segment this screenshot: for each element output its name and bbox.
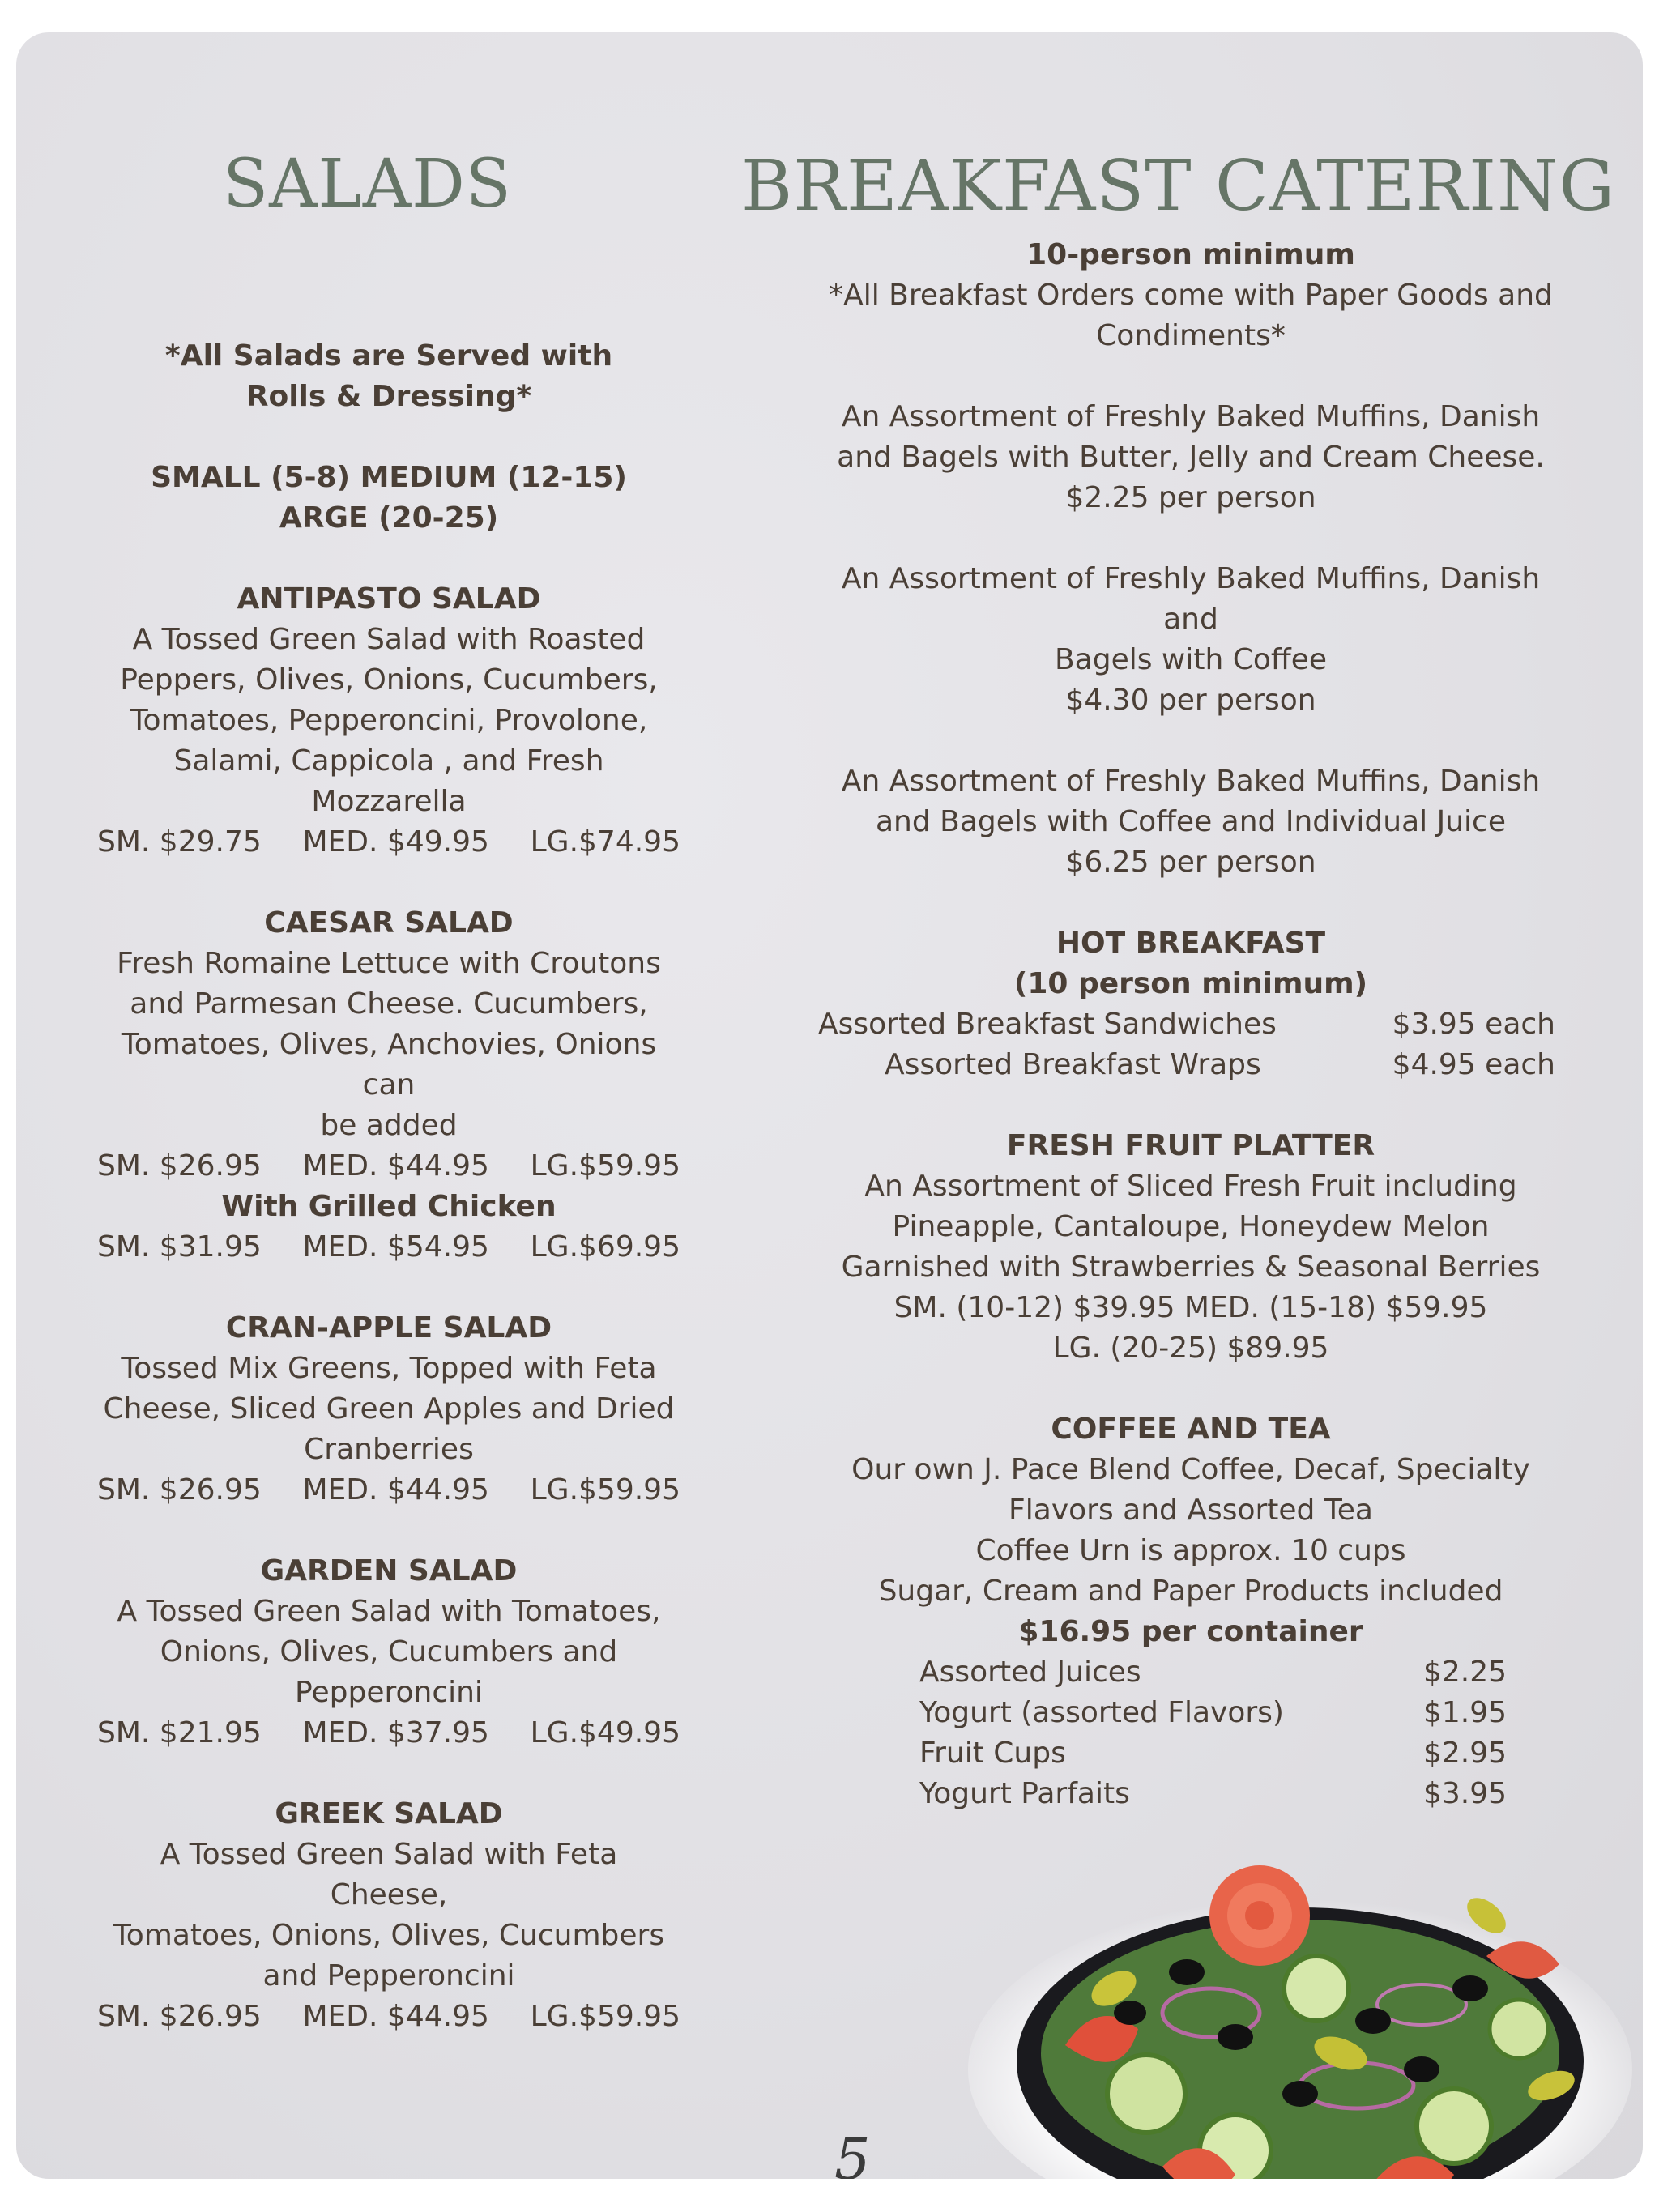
price-small: SM. $26.95 [97, 1149, 262, 1183]
fruit-line: Pineapple, Cantaloupe, Honeydew Melon [892, 1210, 1490, 1243]
item-price: $3.95 each [1392, 1008, 1555, 1041]
fruit-line: Garnished with Strawberries & Seasonal Berries [841, 1251, 1541, 1284]
price-large: LG.$74.95 [530, 825, 680, 859]
price-large: LG.$69.95 [530, 1230, 680, 1264]
salad-prices [97, 1997, 680, 2037]
package-line: and Bagels with Coffee and Individual Juice [876, 805, 1506, 838]
price-medium: MED. $37.95 [302, 1716, 489, 1750]
price-medium: MED. $44.95 [302, 1149, 489, 1183]
package-price: $2.25 per person [1065, 481, 1316, 514]
salad-item-caesar [97, 903, 680, 1268]
package-line: and [1163, 603, 1218, 636]
package-line: An Assortment of Freshly Baked Muffins, Danish [841, 765, 1541, 798]
salad-item-antipasto [97, 579, 680, 863]
menu-row [818, 1652, 1563, 1693]
salad-desc: Tomatoes, Pepperoncini, Provolone, [130, 704, 648, 737]
menu-row [818, 1004, 1563, 1045]
price-large: LG.$59.95 [530, 1473, 680, 1507]
price-medium: MED. $44.95 [302, 1473, 489, 1507]
price-medium: MED. $54.95 [302, 1230, 489, 1264]
salads-note: *All Salads are Served with [164, 339, 613, 373]
item-price: $2.95 [1422, 1737, 1507, 1770]
coffee-line: Coffee Urn is approx. 10 cups [975, 1534, 1406, 1567]
salad-sizes: ARGE (20-25) [279, 501, 499, 535]
salad-desc: Pepperoncini [295, 1676, 483, 1709]
salad-prices [97, 1713, 680, 1754]
coffee-line: Flavors and Assorted Tea [1009, 1494, 1373, 1527]
salad-item-cran-apple [97, 1308, 680, 1511]
fruit-price: SM. (10-12) $39.95 MED. (15-18) $59.95 [893, 1291, 1488, 1324]
salad-extra-label: With Grilled Chicken [221, 1190, 557, 1223]
page-number: 5 [834, 2126, 871, 2179]
item-name: Assorted Breakfast Wraps [885, 1048, 1261, 1081]
price-small: SM. $26.95 [97, 2000, 262, 2033]
salad-desc: Onions, Olives, Cucumbers and [160, 1635, 618, 1669]
item-price: $1.95 [1422, 1696, 1507, 1729]
salad-desc: Fresh Romaine Lettuce with Croutons [117, 947, 661, 980]
salad-name: GARDEN SALAD [260, 1554, 518, 1588]
price-large: LG.$59.95 [530, 1149, 680, 1183]
salad-desc: be added [320, 1109, 458, 1142]
salad-desc: Cranberries [304, 1433, 474, 1466]
olive [1282, 2081, 1318, 2107]
breakfast-note: *All Breakfast Orders come with Paper Goods and [829, 279, 1553, 312]
menu-row [818, 1774, 1563, 1814]
salad-bowl-illustration [968, 1826, 1632, 2179]
item-name: Fruit Cups [919, 1737, 1066, 1770]
salad-item-garden [97, 1551, 680, 1754]
price-small: SM. $31.95 [97, 1230, 262, 1264]
price-medium: MED. $49.95 [302, 825, 489, 859]
item-name: Yogurt Parfaits [919, 1777, 1130, 1810]
package-line: and Bagels with Butter, Jelly and Cream Cheese. [837, 441, 1545, 474]
item-name: Yogurt (assorted Flavors) [919, 1696, 1284, 1729]
salad-desc: Tomatoes, Olives, Anchovies, Onions can [121, 1028, 657, 1102]
salad-prices [97, 1470, 680, 1511]
salads-column [97, 336, 680, 2037]
olive [1404, 2056, 1439, 2082]
hot-breakfast-section [818, 923, 1563, 1085]
cucumber-slice [1284, 1956, 1349, 2021]
salad-desc: Peppers, Olives, Onions, Cucumbers, [120, 663, 658, 697]
coffee-price: $16.95 per container [1018, 1615, 1363, 1648]
item-name: Assorted Juices [919, 1656, 1141, 1689]
cucumber-slice [1417, 2089, 1491, 2163]
price-small: SM. $26.95 [97, 1473, 262, 1507]
package-line: Bagels with Coffee [1054, 643, 1328, 676]
breakfast-package-1 [818, 397, 1563, 518]
salad-desc: and Pepperoncini [262, 1959, 515, 1993]
salad-name: GREEK SALAD [275, 1797, 503, 1831]
item-name: Assorted Breakfast Sandwiches [818, 1008, 1277, 1041]
salad-prices [97, 822, 680, 863]
fruit-platter-section [818, 1126, 1563, 1369]
menu-page [16, 32, 1643, 2179]
salad-desc: Tossed Mix Greens, Topped with Feta [121, 1352, 657, 1385]
olive [1355, 2008, 1391, 2034]
menu-row [818, 1733, 1563, 1774]
salad-item-greek [97, 1794, 680, 2037]
cucumber-slice [1107, 2055, 1185, 2133]
section-title: HOT BREAKFAST [1056, 927, 1326, 960]
price-large: LG.$59.95 [530, 2000, 680, 2033]
breakfast-catering-title: BREAKFAST CATERING [741, 146, 1616, 227]
olive [1452, 1975, 1488, 2001]
coffee-line: Our own J. Pace Blend Coffee, Decaf, Specialty [851, 1453, 1530, 1486]
section-title: COFFEE AND TEA [1051, 1413, 1331, 1446]
olive [1169, 1959, 1205, 1985]
price-large: LG.$49.95 [530, 1716, 680, 1750]
salad-sizes: SMALL (5-8) MEDIUM (12-15) [151, 461, 627, 494]
item-price: $2.25 [1422, 1656, 1507, 1689]
salads-note: Rolls & Dressing* [245, 380, 532, 413]
salad-desc: A Tossed Green Salad with Feta Cheese, [160, 1838, 618, 1912]
salad-desc: and Parmesan Cheese. Cucumbers, [130, 987, 648, 1021]
section-title: FRESH FRUIT PLATTER [1006, 1129, 1375, 1162]
salad-desc: A Tossed Green Salad with Roasted [132, 623, 646, 656]
salad-desc: A Tossed Green Salad with Tomatoes, [117, 1595, 661, 1628]
price-medium: MED. $44.95 [302, 2000, 489, 2033]
salad-extra-prices [97, 1227, 680, 1268]
breakfast-column [818, 235, 1563, 1814]
coffee-line: Sugar, Cream and Paper Products included [878, 1575, 1503, 1608]
olive [1218, 2024, 1253, 2050]
olive [1114, 2001, 1146, 2025]
salad-desc: Cheese, Sliced Green Apples and Dried [103, 1392, 675, 1426]
menu-row [818, 1693, 1563, 1733]
item-price: $3.95 [1422, 1777, 1507, 1810]
salad-prices [97, 1146, 680, 1187]
menu-row [818, 1045, 1563, 1085]
salad-desc: Tomatoes, Onions, Olives, Cucumbers [113, 1919, 665, 1952]
item-price: $4.95 each [1392, 1048, 1555, 1081]
cucumber-slice [1490, 2000, 1548, 2058]
package-line: An Assortment of Freshly Baked Muffins, Danish [841, 400, 1541, 433]
package-line: An Assortment of Freshly Baked Muffins, Danish [841, 562, 1541, 595]
breakfast-package-2 [818, 559, 1563, 721]
fruit-line: An Assortment of Sliced Fresh Fruit including [864, 1170, 1517, 1203]
salad-desc: Salami, Cappicola , and Fresh Mozzarella [173, 744, 604, 818]
price-small: SM. $29.75 [97, 825, 262, 859]
tomato-rose [1245, 1901, 1274, 1930]
coffee-tea-section [818, 1409, 1563, 1814]
package-price: $6.25 per person [1065, 846, 1316, 879]
salad-name: CAESAR SALAD [264, 906, 514, 940]
section-subtitle: (10 person minimum) [1013, 967, 1368, 1000]
salads-title: SALADS [223, 146, 512, 223]
fruit-price: LG. (20-25) $89.95 [1052, 1332, 1329, 1365]
breakfast-package-3 [818, 761, 1563, 883]
breakfast-minimum: 10-person minimum [1026, 238, 1355, 271]
salad-name: CRAN-APPLE SALAD [225, 1311, 552, 1345]
salad-name: ANTIPASTO SALAD [237, 582, 541, 616]
breakfast-note: Condiments* [1096, 319, 1286, 352]
price-small: SM. $21.95 [97, 1716, 262, 1750]
package-price: $4.30 per person [1065, 684, 1316, 717]
